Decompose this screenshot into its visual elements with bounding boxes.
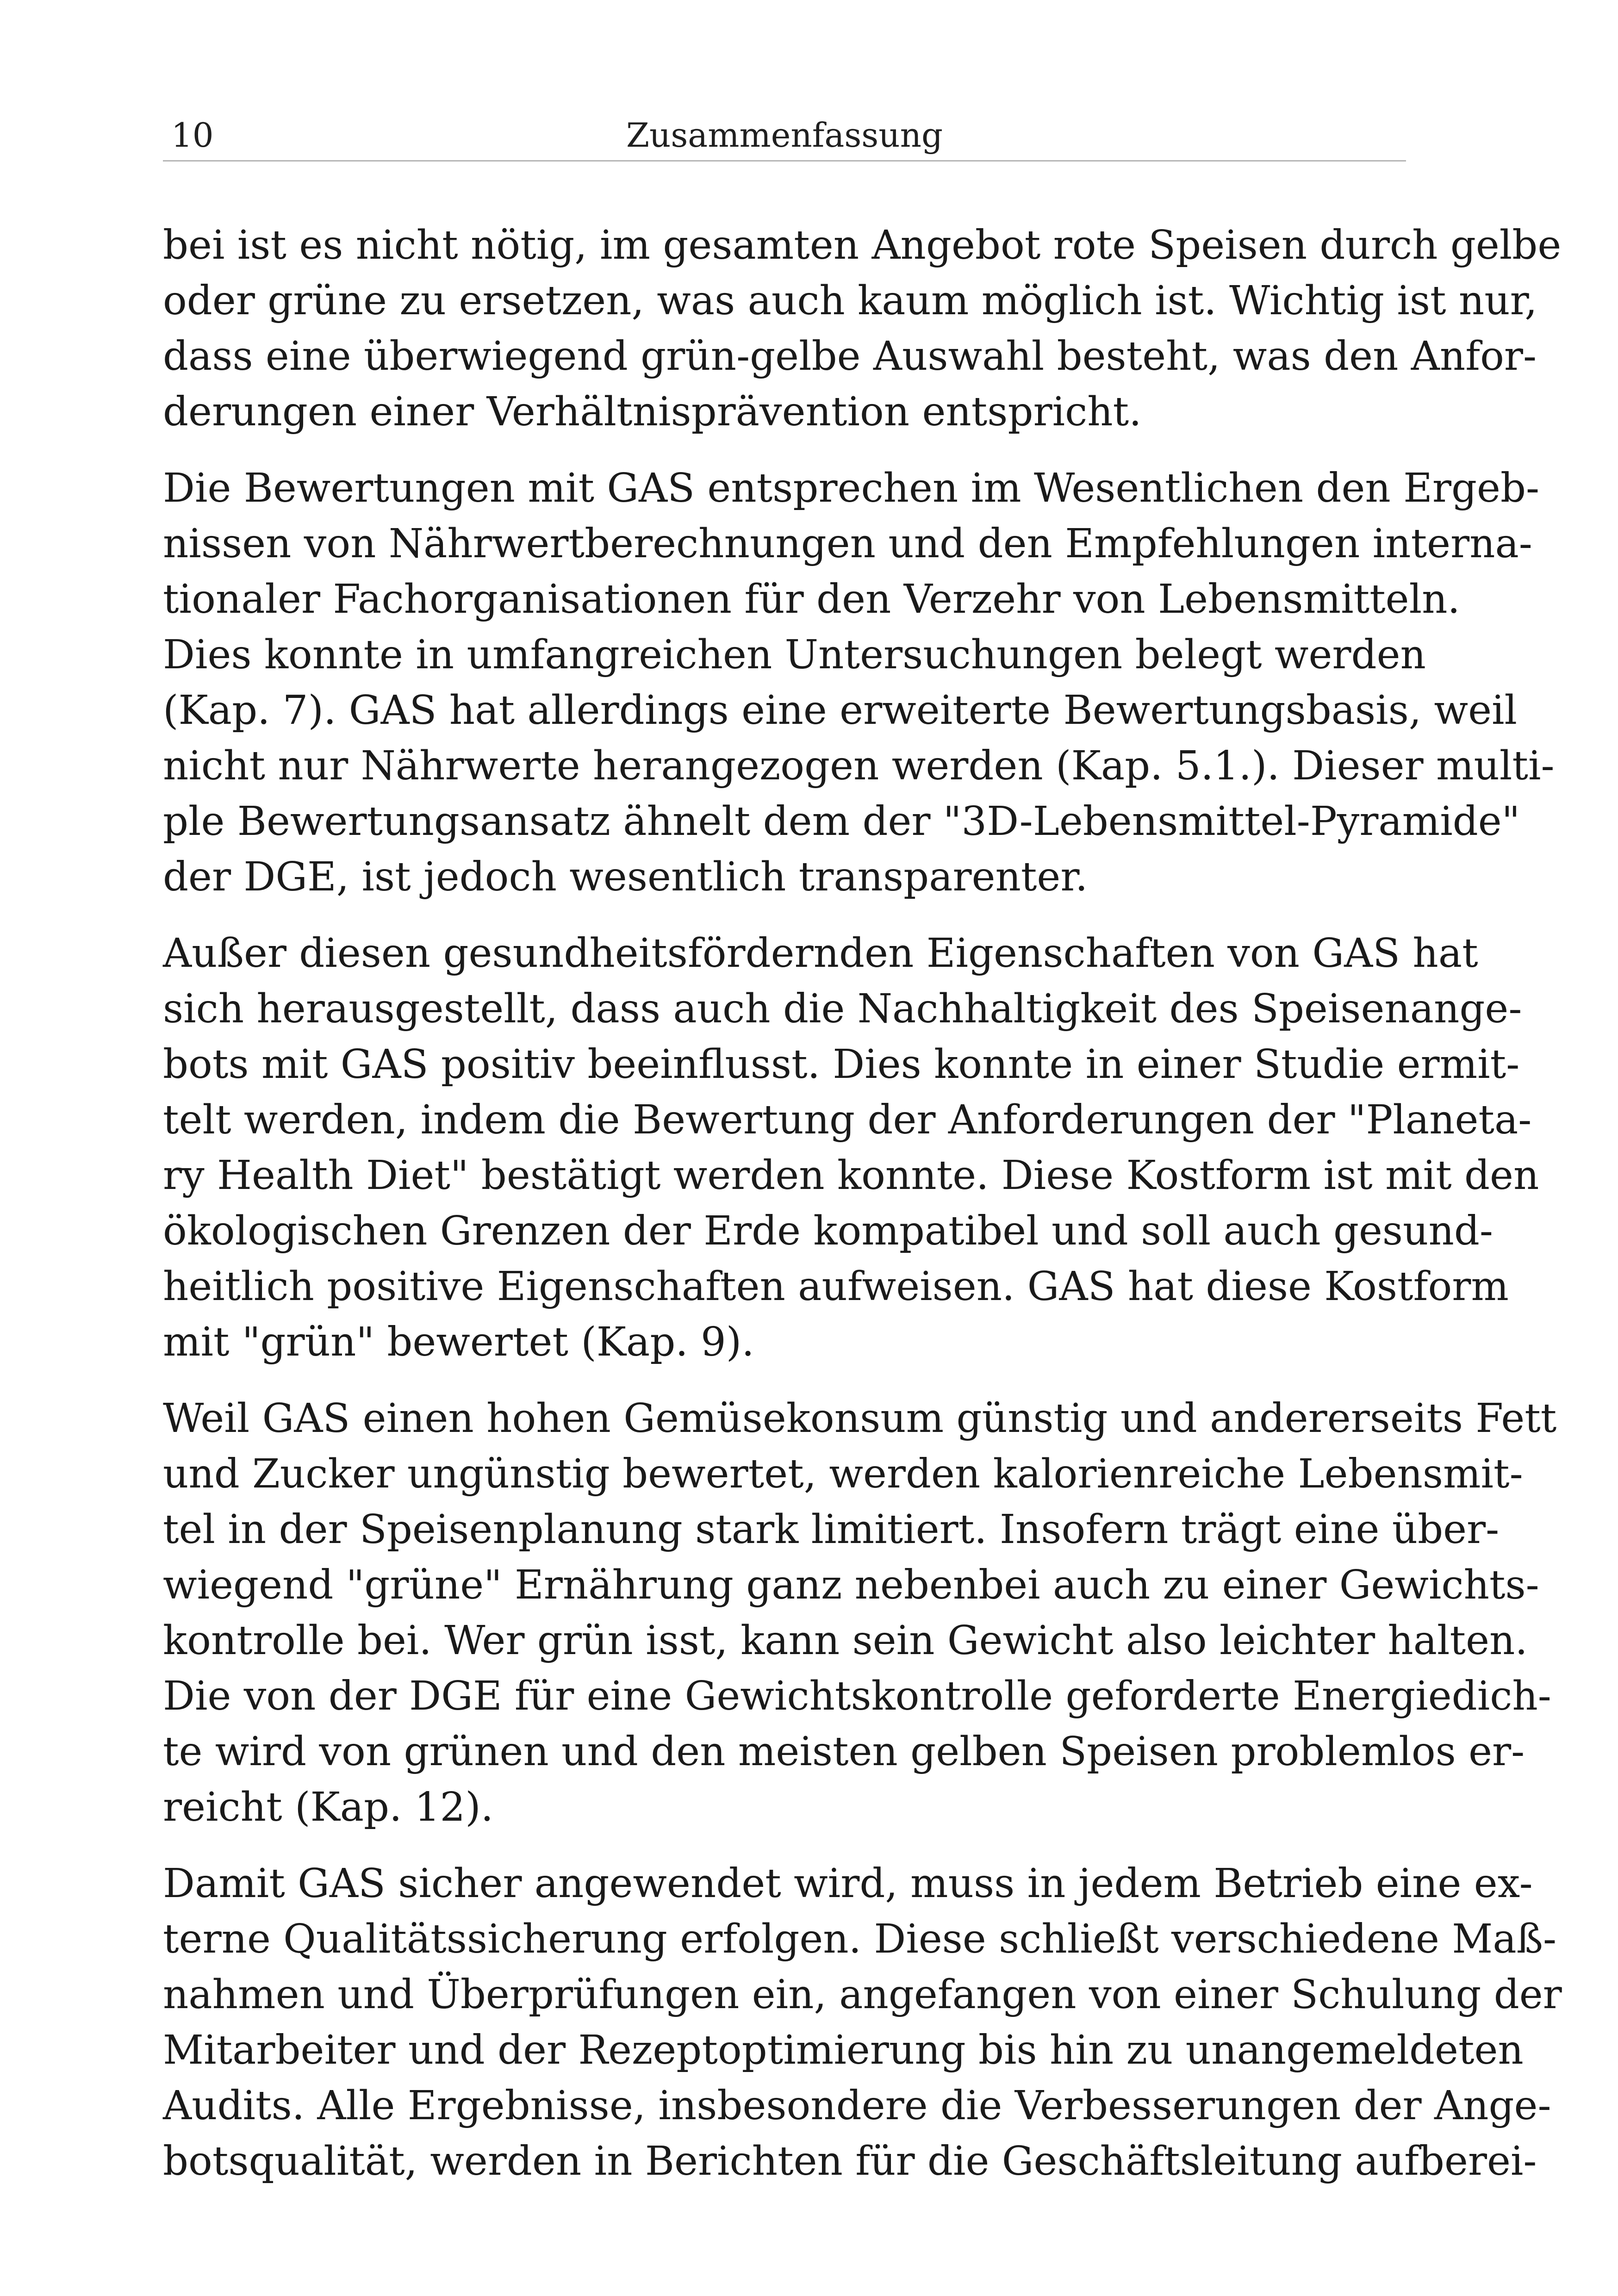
text-line: nahmen und Überprüfungen ein, angefangen von einer Schulung der: [163, 1972, 1562, 2018]
text-line: Außer diesen gesundheitsfördernden Eigenschaften von GAS hat: [163, 930, 1478, 977]
paragraph-2: [163, 460, 1555, 905]
text-line: terne Qualitätssicherung erfolgen. Diese schließt verschiedene Maß-: [163, 1916, 1557, 1962]
body-text: [163, 218, 1562, 2210]
text-line: tel in der Speisenplanung stark limitiert. Insofern trägt eine über-: [163, 1506, 1500, 1553]
text-line: te wird von grünen und den meisten gelben Speisen problemlos er-: [163, 1729, 1525, 1775]
text-line: kontrolle bei. Wer grün isst, kann sein Gewicht also leichter halten.: [163, 1618, 1528, 1664]
text-line: ökologischen Grenzen der Erde kompatibel und soll auch gesund-: [163, 1208, 1493, 1254]
text-line: Dies konnte in umfangreichen Untersuchungen belegt werden: [163, 632, 1426, 678]
text-line: oder grüne zu ersetzen, was auch kaum möglich ist. Wichtig ist nur,: [163, 278, 1537, 324]
paragraph-3: [163, 926, 1539, 1370]
text-line: nicht nur Nährwerte herangezogen werden (Kap. 5.1.). Dieser multi-: [163, 743, 1555, 789]
text-line: Weil GAS einen hohen Gemüsekonsum günstig und andererseits Fett: [163, 1395, 1557, 1442]
text-line: bei ist es nicht nötig, im gesamten Angebot rote Speisen durch gelbe: [163, 222, 1562, 268]
paragraph-1: [163, 218, 1562, 440]
running-header: [163, 109, 1406, 162]
text-line: tionaler Fachorganisationen für den Verzehr von Lebensmitteln.: [163, 576, 1460, 622]
text-line: Damit GAS sicher angewendet wird, muss in jedem Betrieb eine ex-: [163, 1860, 1533, 1907]
text-line: bots mit GAS positiv beeinflusst. Dies konnte in einer Studie ermit-: [163, 1041, 1520, 1088]
paragraph-5: [163, 1856, 1562, 2189]
text-line: (Kap. 7). GAS hat allerdings eine erweiterte Bewertungsbasis, weil: [163, 687, 1518, 734]
text-line: Die von der DGE für eine Gewichtskontrolle geforderte Energiedich-: [163, 1673, 1551, 1719]
text-line: derungen einer Verhältnisprävention entspricht.: [163, 389, 1142, 435]
text-line: wiegend "grüne" Ernährung ganz nebenbei auch zu einer Gewichts-: [163, 1562, 1539, 1608]
text-line: nissen von Nährwertberechnungen und den Empfehlungen interna-: [163, 521, 1532, 567]
text-line: dass eine überwiegend grün-gelbe Auswahl besteht, was den Anfor-: [163, 333, 1537, 380]
text-line: botsqualität, werden in Berichten für die Geschäftsleitung aufberei-: [163, 2138, 1537, 2184]
text-line: Audits. Alle Ergebnisse, insbesondere die Verbesserungen der Ange-: [163, 2083, 1551, 2129]
page-number: 10: [171, 116, 214, 155]
text-line: telt werden, indem die Bewertung der Anforderungen der "Planeta-: [163, 1097, 1532, 1143]
text-line: ple Bewertungsansatz ähnelt dem der "3D-Lebensmittel-Pyramide": [163, 798, 1520, 845]
text-line: reicht (Kap. 12).: [163, 1784, 494, 1830]
text-line: und Zucker ungünstig bewertet, werden kalorienreiche Lebensmit-: [163, 1451, 1523, 1497]
text-line: sich herausgestellt, dass auch die Nachhaltigkeit des Speisenange-: [163, 986, 1522, 1032]
text-line: mit "grün" bewertet (Kap. 9).: [163, 1319, 754, 1365]
text-line: heitlich positive Eigenschaften aufweisen. GAS hat diese Kostform: [163, 1263, 1509, 1310]
text-line: Die Bewertungen mit GAS entsprechen im Wesentlichen den Ergeb-: [163, 465, 1540, 511]
text-line: ry Health Diet" bestätigt werden konnte. Diese Kostform ist mit den: [163, 1152, 1539, 1199]
text-line: der DGE, ist jedoch wesentlich transparenter.: [163, 854, 1088, 900]
paragraph-4: [163, 1391, 1557, 1835]
text-line: Mitarbeiter und der Rezeptoptimierung bis hin zu unangemeldeten: [163, 2027, 1524, 2073]
header-title: Zusammenfassung: [626, 116, 943, 155]
